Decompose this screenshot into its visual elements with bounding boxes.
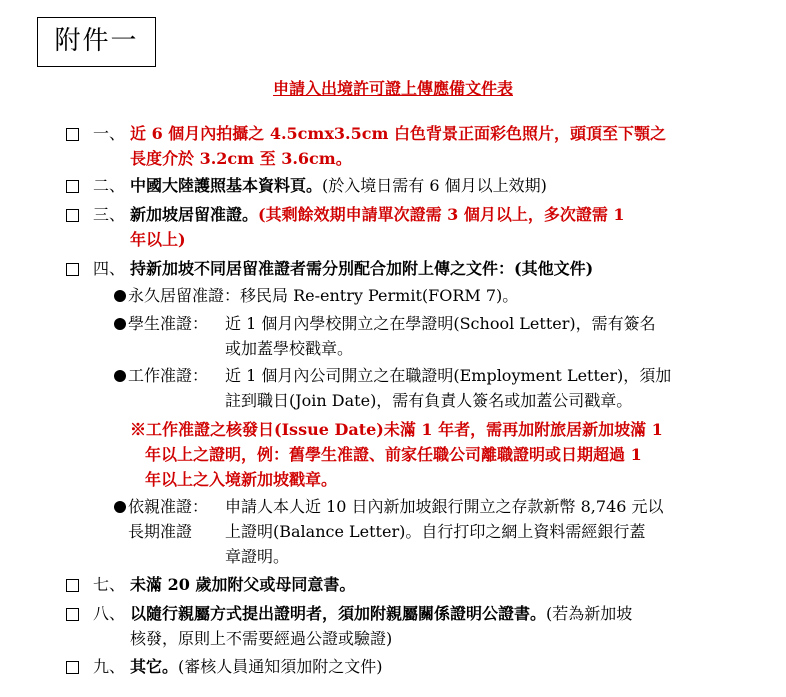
work-permit-note-line1: ※工作准證之核發日(Issue Date)未滿 1 年者，需再加附旅居新加坡滿 1 bbox=[130, 420, 663, 439]
item-8-note-line2: 核發，原則上不需要經過公證或驗證) bbox=[130, 629, 393, 648]
bullet-student bbox=[114, 318, 126, 330]
pr-text: 移民局 Re-entry Permit(FORM 7)。 bbox=[240, 286, 519, 305]
item-9-note: (審核人員通知須加附之文件) bbox=[178, 657, 383, 676]
bullet-work bbox=[114, 370, 126, 382]
item-1-text-line1: 近 6 個月內拍攝之 4.5cmx3.5cm 白色背景正面彩色照片，頭頂至下顎之 bbox=[130, 124, 666, 143]
item-9-number: 九、 bbox=[93, 657, 126, 676]
bullet-dependant bbox=[114, 501, 126, 513]
checkbox-item-1[interactable] bbox=[66, 128, 79, 141]
item-4-text: 持新加坡不同居留准證者需分別配合加附上傳之文件：(其他文件) bbox=[130, 259, 594, 278]
long-term-pass-label: 長期准證 bbox=[128, 522, 193, 541]
work-permit-note-line3: 年以上之入境新加坡戳章。 bbox=[145, 470, 338, 489]
checkbox-item-7[interactable] bbox=[66, 579, 79, 592]
item-3-red-note: (其剩餘效期申請單次證需 3 個月以上，多次證需 1 bbox=[258, 205, 625, 224]
bullet-pr bbox=[114, 290, 126, 302]
student-label: 學生准證： bbox=[128, 314, 209, 333]
attachment-label: 附件一 bbox=[37, 17, 156, 67]
item-8-bold-text: 以隨行親屬方式提出證明者，須加附親屬關係證明公證書。 bbox=[130, 604, 547, 623]
item-7-number: 七、 bbox=[93, 575, 126, 594]
item-7-text: 未滿 20 歲加附父或母同意書。 bbox=[130, 575, 356, 594]
student-text-line2: 或加蓋學校戳章。 bbox=[225, 339, 354, 358]
item-1-text-line2: 長度介於 3.2cm 至 3.6cm。 bbox=[130, 149, 352, 168]
item-2-bold-text: 中國大陸護照基本資料頁。 bbox=[130, 176, 323, 195]
item-3-text bbox=[130, 204, 625, 226]
work-label: 工作准證： bbox=[128, 366, 209, 385]
dependant-text-line3: 章證明。 bbox=[225, 547, 290, 566]
dependant-label: 依親准證： bbox=[128, 497, 209, 516]
dependant-text-line2: 上證明(Balance Letter)。自行打印之網上資料需經銀行蓋 bbox=[225, 522, 646, 541]
checkbox-item-3[interactable] bbox=[66, 209, 79, 222]
work-permit-note-line2: 年以上之證明，例：舊學生准證、前家任職公司離職證明或日期超過 1 bbox=[145, 445, 642, 464]
item-3-bold-text: 新加坡居留准證。 bbox=[130, 205, 259, 224]
item-3-number: 三、 bbox=[93, 205, 126, 224]
work-text-line2: 註到職日(Join Date)，需有負責人簽名或加蓋公司戳章。 bbox=[225, 391, 633, 410]
item-1-number: 一、 bbox=[93, 124, 126, 143]
checkbox-item-8[interactable] bbox=[66, 608, 79, 621]
item-4-number: 四、 bbox=[93, 259, 126, 278]
item-2-note: (於入境日需有 6 個月以上效期) bbox=[322, 176, 547, 195]
item-9-text bbox=[130, 656, 383, 678]
checkbox-item-2[interactable] bbox=[66, 180, 79, 193]
item-3-red-note-line2: 年以上) bbox=[130, 230, 186, 249]
dependant-text-line1: 申請人本人近 10 日內新加坡銀行開立之存款新幣 8,746 元以 bbox=[225, 497, 664, 516]
item-8-note: (若為新加坡 bbox=[546, 604, 633, 623]
pr-label: 永久居留准證： bbox=[128, 286, 241, 305]
document-title: 申請入出境許可證上傳應備文件表 bbox=[272, 79, 513, 98]
item-8-number: 八、 bbox=[93, 604, 126, 623]
checkbox-item-4[interactable] bbox=[66, 263, 79, 276]
item-2-number: 二、 bbox=[93, 176, 126, 195]
item-2-text bbox=[130, 175, 547, 197]
item-9-bold-text: 其它。 bbox=[130, 657, 179, 676]
checkbox-item-9[interactable] bbox=[66, 661, 79, 674]
student-text-line1: 近 1 個月內學校開立之在學證明(School Letter)，需有簽名 bbox=[225, 314, 656, 333]
work-text-line1: 近 1 個月內公司開立之在職證明(Employment Letter)，須加 bbox=[225, 366, 672, 385]
item-8-text bbox=[130, 603, 632, 625]
